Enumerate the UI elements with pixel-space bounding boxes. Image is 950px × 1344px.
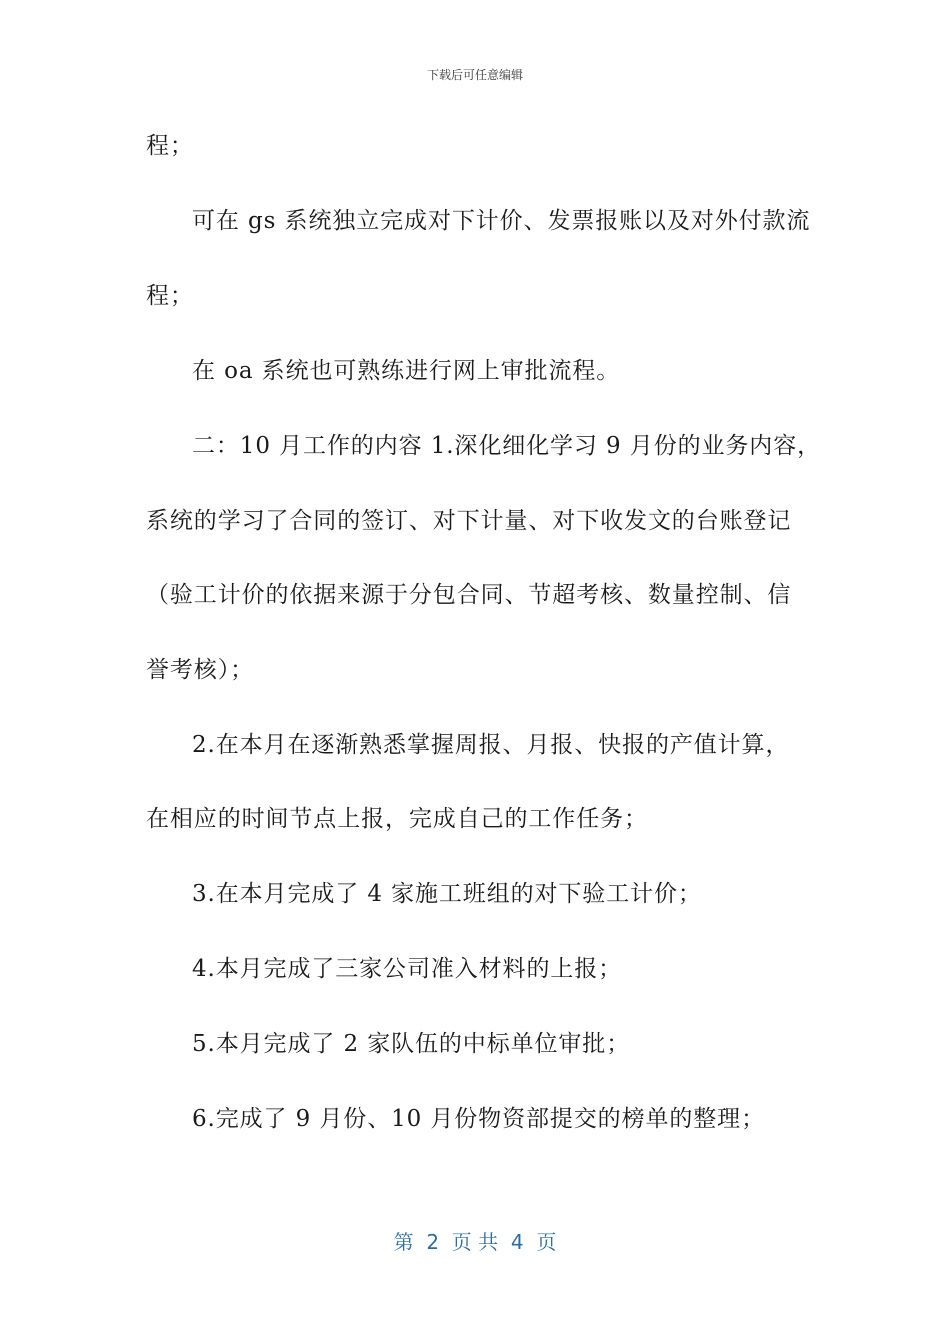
page-header: 下载后可任意编辑 [426, 68, 523, 82]
body-line: 誉考核）； [146, 657, 254, 683]
body-line: 程； [146, 283, 194, 309]
body-line: 3.在本月完成了 4 家施工班组的对下验工计价； [192, 881, 702, 907]
body-line: 在相应的时间节点上报，完成自己的工作任务； [146, 806, 648, 832]
body-line: 二：10 月工作的内容 1.深化细化学习 9 月份的业务内容， [192, 433, 821, 459]
body-line: （验工计价的依据来源于分包合同、节超考核、数量控制、信 [146, 582, 792, 608]
body-line: 系统的学习了合同的签订、对下计量、对下收发文的台账登记 [146, 508, 792, 534]
body-line: 在 oa 系统也可熟练进行网上审批流程。 [192, 358, 621, 384]
body-line: 程； [146, 133, 194, 159]
body-line: 5.本月完成了 2 家队伍的中标单位审批； [192, 1031, 631, 1057]
body-line: 6.完成了 9 月份、10 月份物资部提交的榜单的整理； [192, 1106, 765, 1132]
page-number-footer: 第 2 页 共 4 页 [393, 1230, 557, 1254]
body-line: 可在 gs 系统独立完成对下计价、发票报账以及对外付款流 [192, 208, 811, 234]
body-line: 2.在本月在逐渐熟悉掌握周报、月报、快报的产值计算， [192, 732, 790, 758]
body-line: 4.本月完成了三家公司准入材料的上报； [192, 956, 623, 982]
